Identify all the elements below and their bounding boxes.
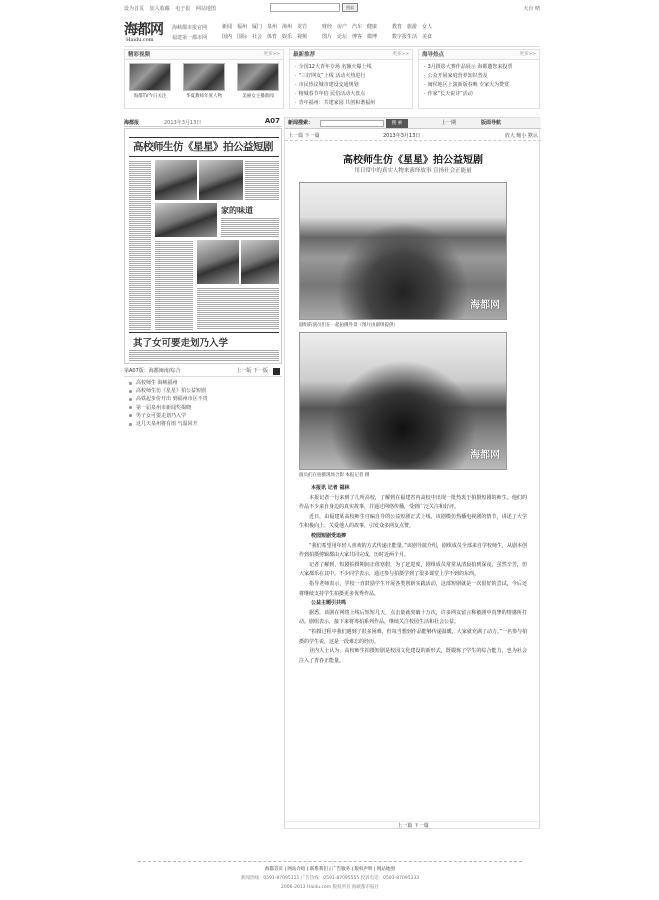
news-link[interactable]: · 公众开展家庭营养知识普及: [424, 72, 534, 81]
video-thumb-caption[interactable]: 海都TV今日关注: [133, 94, 167, 99]
video-thumb-image[interactable]: [129, 63, 171, 91]
channel-link[interactable]: 论坛: [337, 34, 348, 40]
slogan-line: 福建第一都市网: [172, 35, 208, 41]
article-link[interactable]: 高校师生 海峡福州: [136, 379, 282, 387]
site-footer: [138, 861, 522, 892]
epaper-text-block[interactable]: [129, 160, 151, 330]
more-link[interactable]: 更多>>: [392, 52, 409, 57]
video-thumb-image[interactable]: [237, 63, 279, 91]
slogan-line: 海峡都市报官网: [172, 25, 208, 31]
channel-nav-row-2: [222, 32, 540, 42]
video-thumb-caption[interactable]: 美丽女主播新闻: [242, 94, 274, 99]
channel-link[interactable]: 生活: [407, 34, 418, 40]
article-date: 2013年3月13日: [383, 133, 421, 139]
article-search-input[interactable]: [320, 120, 384, 127]
epaper-article-list: [124, 379, 282, 428]
recommend-module: [289, 49, 413, 109]
more-link[interactable]: 更多>>: [519, 52, 536, 57]
channel-link[interactable]: 漳州: [282, 24, 293, 30]
channel-link[interactable]: 国际: [237, 34, 248, 40]
article-title: 高校师生仿《星星》拍公益短剧: [343, 155, 483, 166]
module-title-text: 海导热点: [422, 52, 445, 58]
video-thumb[interactable]: [129, 63, 171, 99]
epaper-pager[interactable]: 上一版 下一版: [236, 368, 268, 374]
article-paragraph: 记者了解到，短剧拍摄期间正值寒假，为了赶进度，剧组成员常常从清晨拍到深夜，虽然辛苦，但大家都乐在其中。不少同学表示，通过参与拍摄学到了很多课堂上学不到的东西。: [299, 561, 527, 578]
channel-link[interactable]: 汽车: [352, 24, 363, 30]
epaper-page-image[interactable]: [124, 128, 282, 364]
module-title: [125, 50, 283, 60]
font-size-controls[interactable]: 放大 缩小 默认: [504, 133, 538, 139]
photo-watermark: 海都网: [470, 300, 500, 311]
channel-link[interactable]: 娱乐: [282, 34, 293, 40]
site-slogan: [172, 23, 207, 43]
epaper-text-block[interactable]: [245, 160, 279, 200]
article-body: [299, 484, 527, 666]
footer-links[interactable]: 海都首页 | 网站介绍 | 联系我们 | 广告服务 | 版权声明 | 网站地图: [265, 867, 395, 872]
photo-watermark: 海都网: [470, 450, 500, 461]
channel-link[interactable]: 图片: [322, 34, 333, 40]
article-info-bar: [285, 131, 541, 141]
video-thumb-image[interactable]: [183, 63, 225, 91]
hot-list: [419, 60, 539, 102]
epaper-section-name: 第A07版：海都闽南/综合: [124, 368, 181, 374]
epaper-text-block[interactable]: [155, 240, 193, 330]
photo-caption-2: 演员们在拍摄现场合影 本报记者 摄: [299, 473, 370, 478]
top-link-sitemap[interactable]: 网站地图: [195, 6, 216, 12]
article-link[interactable]: 高校师生仿《星星》拍公益短剧: [136, 387, 282, 395]
epaper-subhead[interactable]: 家的味道: [221, 206, 253, 215]
photo-caption-1: 剧组的演员们在一起拍摄外景（图片由剧组提供）: [299, 323, 398, 328]
channel-link[interactable]: 博客: [352, 34, 363, 40]
channel-link[interactable]: 新闻: [222, 24, 233, 30]
article-column: [284, 117, 540, 829]
news-link[interactable]: · 青年福州：共建家园 共创和谐福州: [295, 99, 407, 108]
video-thumb-caption[interactable]: 华夏教师年度人物: [186, 94, 222, 99]
channel-link[interactable]: 健康: [367, 24, 378, 30]
module-title-text: 精彩视频: [128, 52, 151, 58]
video-thumb[interactable]: [237, 63, 279, 99]
section-nav-tab[interactable]: 版面导航: [481, 120, 502, 126]
channel-link[interactable]: 数字报: [392, 34, 408, 40]
epaper-date: 2013年3月13日: [164, 120, 202, 126]
channel-link[interactable]: 教育: [392, 24, 403, 30]
top-link-favorite[interactable]: 加入收藏: [149, 6, 170, 12]
top-links: [124, 5, 220, 12]
module-title-text: 最新推荐: [293, 52, 316, 58]
site-logo-sub: Haidu.com: [126, 37, 154, 43]
article-subheading: 校园短剧受追捧: [311, 532, 347, 539]
channel-nav-row-1: [222, 22, 540, 32]
article-paragraph: 指导老师表示，学校一直鼓励学生开展各类创新实践活动，这部短剧就是一次很好的尝试，今后还将继续支持学生拍摄更多优秀作品。: [299, 580, 527, 597]
site-logo-text: 海都网: [124, 22, 163, 38]
article-link[interactable]: 这几天泉州将有雨 气温回升: [136, 420, 282, 428]
article-pager[interactable]: 上一篇 下一篇: [288, 133, 320, 139]
channel-link[interactable]: 国内: [222, 34, 233, 40]
module-title: [290, 50, 412, 60]
channel-link[interactable]: 龙岩: [297, 24, 308, 30]
news-link[interactable]: · 作家“长天说诗”活动: [424, 90, 534, 99]
channel-nav: [222, 22, 540, 42]
epaper-column: [124, 117, 282, 428]
channel-link[interactable]: 泉州: [267, 24, 278, 30]
top-search-input[interactable]: [270, 3, 340, 12]
article-bottom-pager[interactable]: 上一篇 下一篇: [285, 821, 541, 829]
article-link[interactable]: 男子女可要走划乃入学: [136, 412, 282, 420]
video-thumb[interactable]: [183, 63, 225, 99]
news-link[interactable]: · 3月摄影大赛作品展示 海都邀您来投票: [424, 63, 534, 72]
epaper-photo[interactable]: [155, 203, 217, 237]
search-label: 新闻搜索：: [288, 120, 314, 126]
top-link-epaper[interactable]: 电子报: [175, 6, 191, 12]
site-logo[interactable]: [124, 19, 163, 43]
news-link[interactable]: · 全国12大青年专场 名额火爆上线: [295, 63, 407, 72]
prev-issue-link[interactable]: 上一期: [441, 120, 457, 126]
recommend-list: [290, 60, 412, 111]
channel-link[interactable]: 微博: [367, 34, 378, 40]
article-link[interactable]: 第一届泉州市新闻奖揭晓: [136, 404, 282, 412]
news-link[interactable]: · 市民热议城市建设交通规划: [295, 81, 407, 90]
epaper-photo[interactable]: [155, 160, 197, 200]
channel-link[interactable]: 视频: [297, 34, 308, 40]
more-link[interactable]: 更多>>: [263, 52, 280, 57]
epaper-photo[interactable]: [241, 240, 279, 284]
article-paragraph: 本报记者一行来到了几所高校，了解到在福建省内高校中出现一批热衷于拍摄短剧的师生。他们的作品不少来自身边的真实故事，并通过网络传播，受到广泛关注和好评。: [299, 494, 527, 511]
news-link[interactable]: · “三好网友”上线 活动火热进行: [295, 72, 407, 81]
module-title: [419, 50, 539, 60]
top-link-home[interactable]: 设为首页: [124, 6, 145, 12]
epaper-edition: A07: [264, 117, 280, 125]
epaper-text-block[interactable]: [221, 217, 279, 237]
article-photo-1[interactable]: [299, 182, 507, 320]
footer-contact: 新闻热线：0591-87095111 广告热线：0591-87095555 投诉电话：0591-87095333: [240, 876, 420, 881]
footer-copyright: 2006-2013 Haidu.com 版权所有 海峡都市报社: [281, 885, 379, 890]
article-photo-2[interactable]: [299, 332, 507, 470]
article-paragraph: “拍摄过程中我们遇到了很多困难，但每当想到作品能够传递温暖，大家就充满了动力。”一名参与拍摄的学生说，这是一段难忘的经历。: [299, 628, 527, 645]
news-link[interactable]: · 闽侯地区上演新版春晚 专家大为赞赏: [424, 81, 534, 90]
epaper-bottom-headline[interactable]: 其了女可要走划乃入学: [133, 338, 229, 349]
site-header: [124, 17, 540, 47]
divider: [129, 332, 279, 333]
article-paragraph: 业内人士认为，高校师生拍摄短剧是校园文化建设的新形式，既锻炼了学生的综合能力，也为社会注入了青春正能量。: [299, 648, 527, 664]
top-search-button[interactable]: 搜索: [342, 3, 358, 12]
epaper-header: [124, 117, 282, 127]
epaper-logo: 海都报: [124, 120, 140, 126]
channel-link[interactable]: 体育: [267, 34, 278, 40]
epaper-photo[interactable]: [199, 160, 243, 200]
divider: [129, 156, 279, 157]
article-paragraph: 据悉，该剧在网络上线后短短几天，点击量就突破十万次，许多网友留言称被剧中真挚的情感所打动。剧组表示，接下来将筹拍系列作品，继续关注校园生活和社会公益。: [299, 609, 527, 626]
channel-link[interactable]: 房产: [337, 24, 348, 30]
article-paragraph: “我们希望用年轻人喜欢的方式传递正能量。”该剧导演介绍，剧组成员全部来自学校师生，从剧本创作到拍摄剪辑都由大家共同完成，历时近两个月。: [299, 542, 527, 559]
channel-link[interactable]: 财经: [322, 24, 333, 30]
article-subheading: 本报讯 记者 福林: [311, 485, 350, 491]
hot-module: [418, 49, 540, 109]
channel-link[interactable]: 福州: [237, 24, 248, 30]
search-bar: [285, 118, 541, 129]
epaper-text-block[interactable]: [129, 349, 279, 361]
article-link[interactable]: 高铁起步价开出 到福州市区不贵: [136, 395, 282, 403]
channel-link[interactable]: 美食: [422, 34, 433, 40]
top-bar: [124, 2, 540, 16]
article-subheading: 公益主题引共鸣: [311, 600, 347, 607]
pdf-icon[interactable]: [273, 368, 280, 375]
article-search-button[interactable]: 搜 索: [386, 119, 408, 128]
channel-link[interactable]: 女人: [422, 24, 433, 30]
news-link[interactable]: · 榕城春节年俗 民俗活动大盘点: [295, 90, 407, 99]
video-thumbs: [125, 60, 283, 102]
epaper-text-block[interactable]: [197, 287, 279, 330]
weather-info: 天台 晴: [523, 6, 540, 12]
channel-link[interactable]: 旅游: [407, 24, 418, 30]
epaper-nav: [124, 366, 282, 377]
divider: [129, 137, 279, 138]
article-subtitle: 用日常中的真实人物来演绎故事 宣扬社会正能量: [354, 168, 472, 174]
video-module: [124, 49, 284, 109]
epaper-photo[interactable]: [197, 240, 239, 284]
epaper-headline[interactable]: 高校师生仿《星星》拍公益短剧: [133, 141, 273, 153]
channel-link[interactable]: 厦门: [252, 24, 263, 30]
channel-link[interactable]: 社会: [252, 34, 263, 40]
article-paragraph: 近日，由福建某高校师生自编自导的公益短剧正式上线，该剧模仿热播电视剧的情节，讲述了大学生积极向上、关爱他人的故事，引发众多网友点赞。: [299, 513, 527, 530]
